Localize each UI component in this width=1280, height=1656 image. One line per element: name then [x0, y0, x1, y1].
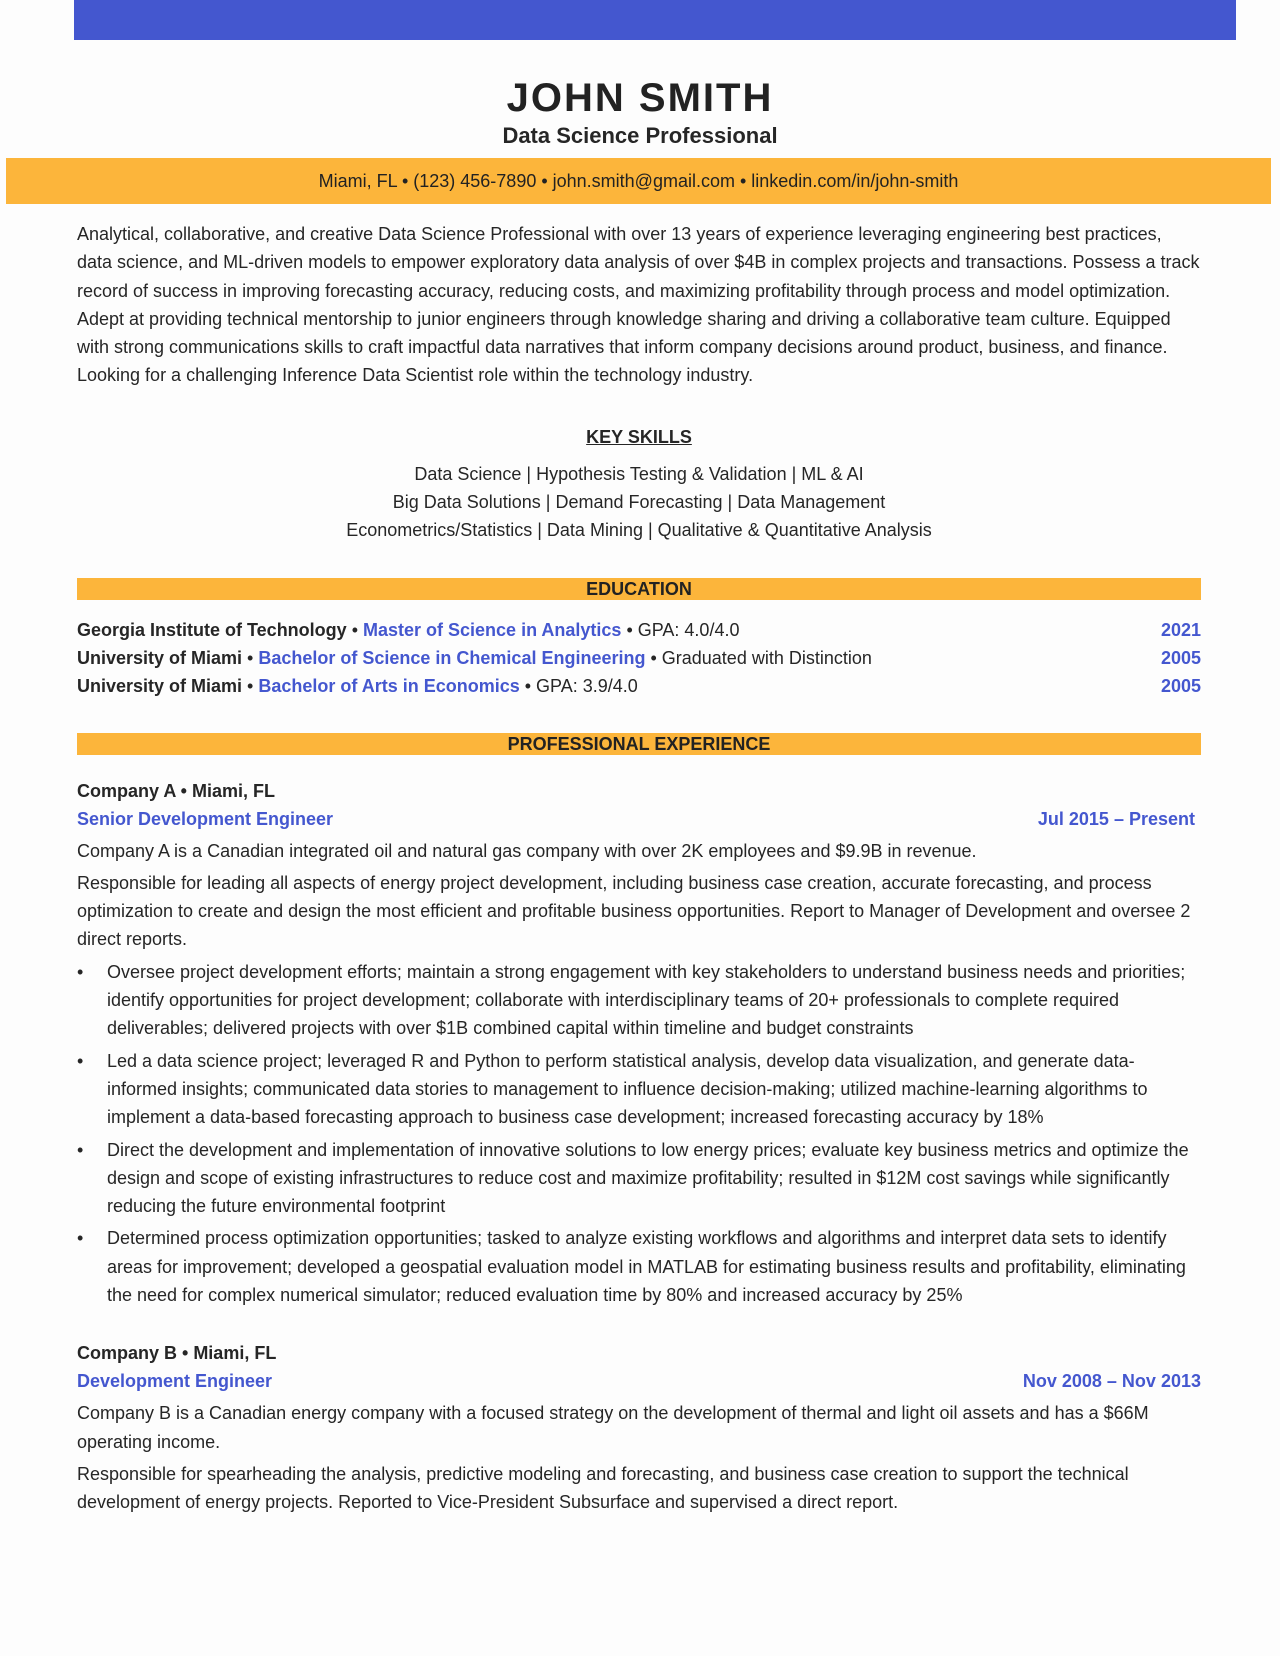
experience-heading: PROFESSIONAL EXPERIENCE: [77, 733, 1201, 755]
company-description: Company B is a Canadian energy company with a focused strategy on the development of thermal and light oil assets and has a $66M operating income.: [77, 1403, 1149, 1452]
achievement-text: Oversee project development efforts; maintain a strong engagement with key stakeholders to understand business needs and priorities; identify opportunities for project development; collaborate with interdisciplinary teams of 20+ professionals to complete required deliverables; delivered projects with over $1B combined capital within timeline and budget constraints: [107, 961, 1186, 1039]
key-skills-heading: KEY SKILLS: [586, 426, 692, 447]
school-name: University of Miami: [77, 647, 243, 668]
graduation-year: 2005: [1160, 676, 1201, 697]
role-row: [77, 1367, 1201, 1395]
school-name: Georgia Institute of Technology: [77, 619, 347, 640]
achievement-item: [77, 958, 1201, 1043]
achievement-text: Determined process optimization opportunities; tasked to analyze existing workflows and algorithms and interpret data sets to identify areas for improvement; developed a geospatial evaluation model in MATLAB for estimating business results and profitability, eliminating the need for complex numerical simulator; reduced evaluation time by 80% and increased accuracy by 25%: [107, 1228, 1186, 1306]
job-dates: Jul 2015 – Present: [1037, 808, 1195, 829]
contact-info[interactable]: Miami, FL • (123) 456-7890 • john.smith@gmail.com • linkedin.com/in/john-smith: [318, 171, 959, 191]
achievement-list: [77, 958, 1201, 1310]
achievement-item: [77, 1136, 1201, 1221]
achievement-item: [77, 1047, 1201, 1132]
degree: Master of Science in Analytics: [363, 619, 622, 640]
job-responsibility: Responsible for spearheading the analysis, predictive modeling and forecasting, and business case creation to support the technical development of energy projects. Reported to Vice-President Subsurface and supervised a direct report.: [77, 1463, 1129, 1513]
job-title: Senior Development Engineer: [77, 808, 334, 829]
candidate-headline: Data Science Professional: [502, 123, 778, 148]
education-list: [77, 616, 1201, 701]
education-heading: EDUCATION: [77, 578, 1201, 600]
job-entry-company-a: [77, 777, 1201, 1310]
job-dates: Nov 2008 – Nov 2013: [1022, 1371, 1201, 1392]
bullet-icon: •: [77, 1139, 84, 1160]
skills-line: Data Science | Hypothesis Testing & Validation | ML & AI: [414, 463, 864, 484]
company-name: Company A • Miami, FL: [77, 780, 275, 801]
degree: Bachelor of Science in Chemical Engineering: [258, 647, 646, 668]
job-entry-company-b: [77, 1339, 1201, 1516]
achievement-text: Led a data science project; leveraged R and Python to perform statistical analysis, develop data visualization, and generate data-informed insights; communicated data stories to management to influence decision-making; utilized machine-learning algorithms to implement a data-based forecasting approach to business case development; increased forecasting accuracy by 18%: [107, 1050, 1148, 1128]
degree: Bachelor of Arts in Economics: [258, 676, 520, 697]
job-title: Development Engineer: [77, 1371, 273, 1392]
bullet-icon: •: [77, 1050, 84, 1071]
education-detail: • GPA: 3.9/4.0: [519, 676, 638, 697]
role-row: [77, 805, 1201, 833]
skills-line: Big Data Solutions | Demand Forecasting | Data Management: [392, 492, 886, 513]
top-accent-bar: [74, 0, 1236, 40]
achievement-item: [77, 1224, 1201, 1309]
education-row: [77, 616, 1201, 644]
resume-body: [77, 220, 1201, 1517]
separator: •: [346, 619, 363, 640]
separator: •: [242, 676, 259, 697]
education-detail: • GPA: 4.0/4.0: [621, 619, 740, 640]
candidate-name: JOHN SMITH: [506, 76, 774, 120]
education-row: [77, 672, 1201, 700]
graduation-year: 2005: [1160, 647, 1201, 668]
school-name: University of Miami: [77, 676, 243, 697]
summary-paragraph: Analytical, collaborative, and creative Data Science Professional with over 13 years of experience leveraging engineering best practices, data science, and ML-driven models to empower exploratory data analysis of over $4B in complex projects and transactions. Possess a track record of success in improving forecasting accuracy, reducing costs, and maximizing profitability through process and model optimization. Adept at providing technical mentorship to junior engineers through knowledge sharing and driving a collaborative team culture. Equipped with strong communications skills to craft impactful data narratives that inform company decisions around product, business, and finance. Looking for a challenging Inference Data Scientist role within the technology industry.: [77, 224, 1200, 386]
contact-band: [6, 158, 1271, 204]
company-description: Company A is a Canadian integrated oil and natural gas company with over 2K employees and $9.9B in revenue.: [77, 840, 977, 861]
skills-line: Econometrics/Statistics | Data Mining | Qualitative & Quantitative Analysis: [346, 520, 932, 541]
separator: •: [242, 647, 259, 668]
key-skills-list: [77, 460, 1201, 545]
education-row: [77, 644, 1201, 672]
achievement-text: Direct the development and implementation of innovative solutions to low energy prices; evaluate key business metrics and optimize the design and scope of existing infrastructures to reduce cost and maximize profitability; resulted in $12M cost savings while significantly reducing the future environmental footprint: [107, 1139, 1189, 1217]
bullet-icon: •: [77, 1228, 84, 1249]
bullet-icon: •: [77, 961, 84, 982]
graduation-year: 2021: [1160, 619, 1201, 640]
education-detail: • Graduated with Distinction: [645, 647, 872, 668]
company-name: Company B • Miami, FL: [77, 1343, 277, 1364]
job-responsibility: Responsible for leading all aspects of energy project development, including business case creation, accurate forecasting, and process optimization to create and design the most efficient and profitable business opportunities. Report to Manager of Development and oversee 2 direct reports.: [77, 872, 1191, 950]
